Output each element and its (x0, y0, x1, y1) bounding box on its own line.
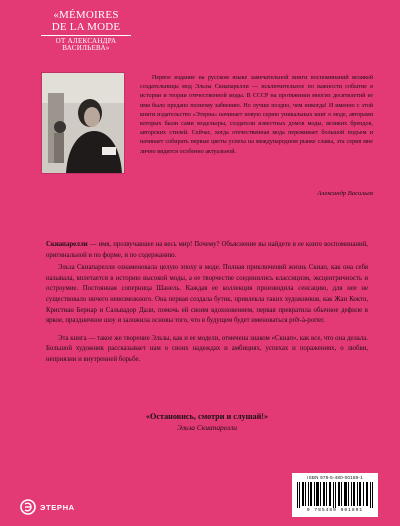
description-paragraph-1 (46, 240, 368, 261)
eterna-logo-icon (20, 499, 36, 515)
description-paragraph-1-text: — имя, прозвучавшее на весь мир! Почему? Объяснение вы найдете в ее книге воспоминаний, оригинальной и по форме, и по содержанию. (46, 241, 368, 259)
author-photo-image (42, 73, 124, 173)
author-photo (42, 73, 124, 173)
barcode-digits: 9 785480 001891 (306, 508, 364, 513)
series-title-divider (41, 35, 131, 36)
series-title-line1: «МÉMOIRES (53, 9, 119, 21)
quote-author: Эльза Скиапарелли (177, 423, 237, 432)
series-title-line3: ОТ АЛЕКСАНДРА ВАСИЛЬЕВА» (55, 37, 117, 53)
publisher-name: ЭТЕРНА (40, 502, 75, 512)
barcode-icon (296, 482, 374, 508)
barcode-block (292, 473, 378, 517)
publisher-logo (20, 499, 75, 515)
description (46, 240, 368, 366)
series-title (40, 10, 132, 68)
quote-block (46, 412, 368, 432)
isbn-label: ISBN 978-5-480-00189-1 (307, 475, 363, 480)
intro-signature: Александр Васильев (317, 190, 373, 197)
description-lead-name: Скиапарелли (46, 241, 88, 248)
series-title-line2: DE LA MODE (51, 20, 121, 33)
intro-paragraph: Первое издание на русском языке замечательной книги воспоминаний великой создательницы мод Эльзы Скиапарелли — исключительное по важности событие в истории и теории отечественной моды. В СССР на протяжении многих десятилетий ее имя было предано полному забвению. Но лучше поздно, чем никогда! И именно с этой книги издательство «Этерна» начинает новую серию уникальных книг о моде, авторами которых были сами модельеры, создатели известных домов моды, великих брендов, авторских стилей. Сейчас, когда отечественная мода переживает большой подъем и начинает собирать первые цветы успеха на международном рынке славы, эта серия мне лично видится особенно актуальной. (140, 75, 373, 155)
quote-text: «Остановись, смотри и слушай!» (145, 412, 269, 421)
description-paragraph-3: Эта книга — такое же творение Эльзы, как и ее модели, отмечена знаком «Скиап», как все, что она делала. Большой художник рассказывает нам о своих надеждах и амбициях, успехах и поражениях, о любви, неприязни и внутренней борьбе. (46, 334, 368, 363)
description-paragraph-2: Эльза Скиапарелли ознаменовала целую эпоху в моде. Полная приключений жизнь Скиап, как она себя называла, вплетается в историю высокой моды, а ее творчестве соединились классицизм, эксцентричность и остроумие. Постоянная соперница Шанель. Каждая ее коллекция производила сенсацию, для нее не существовало ничего невозможного. Она первая создала бутик, привлекла таких художников, как Жан Кокто, Кристиан Бернар и Сальвадор Дали, помочь ей своим вдохновением, первая превратила обычное дефиле в яркое, праздничное шоу и заложила основы того, что в будущем будет именоваться prêt-à-porter. (46, 264, 368, 325)
